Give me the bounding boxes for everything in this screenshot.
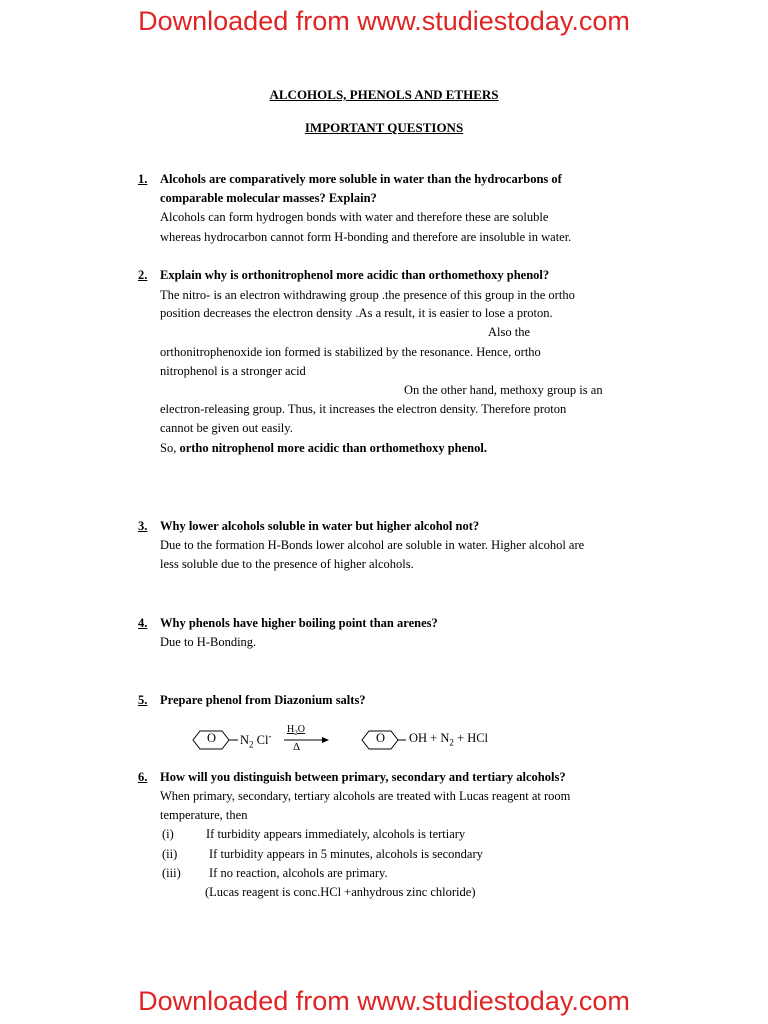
- answer-conclusion: [160, 439, 487, 458]
- question-text: How will you distinguish between primary, secondary and tertiary alcohols?: [160, 770, 566, 784]
- question-text: Why lower alcohols soluble in water but higher alcohol not?: [160, 519, 480, 533]
- reaction-scheme: [190, 726, 520, 756]
- question-text: Prepare phenol from Diazonium salts?: [160, 693, 366, 707]
- page-subtitle: IMPORTANT QUESTIONS: [304, 120, 464, 135]
- heat-symbol: Δ: [293, 741, 301, 753]
- conclusion-bold: ortho nitrophenol more acidic than orthomethoxy phenol.: [179, 441, 487, 455]
- answer-text: When primary, secondary, tertiary alcohols are treated with Lucas reagent at room: [160, 789, 571, 803]
- reagent-label: $H_2O$: [287, 724, 305, 737]
- reactant-formula: $N_2$ Cl-: [240, 731, 272, 750]
- answer-text: whereas hydrocarbon cannot form H-bonding and therefore are insoluble in water.: [160, 230, 572, 244]
- question-number: 2.: [138, 268, 148, 282]
- answer-text: Alcohols can form hydrogen bonds with water and therefore these are soluble: [160, 210, 549, 224]
- answer-text: cannot be given out easily.: [160, 421, 293, 435]
- answer-text: Due to H-Bonding.: [160, 635, 257, 649]
- watermark-banner-top: Downloaded from www.studiestoday.com: [138, 6, 630, 36]
- question-number: 4.: [138, 616, 148, 630]
- question-text: Why phenols have higher boiling point than arenes?: [160, 616, 438, 630]
- question-number: 1.: [138, 172, 148, 186]
- answer-text: nitrophenol is a stronger acid: [160, 364, 306, 378]
- list-item-text: If turbidity appears immediately, alcohols is tertiary: [206, 827, 466, 841]
- page-title: ALCOHOLS, PHENOLS AND ETHERS: [269, 87, 499, 102]
- list-note: (Lucas reagent is conc.HCl +anhydrous zinc chloride): [205, 885, 476, 899]
- question-number: 5.: [138, 693, 148, 707]
- answer-text: On the other hand, methoxy group is an: [404, 383, 603, 397]
- list-marker: (i): [162, 827, 174, 841]
- conclusion-prefix: So,: [160, 441, 180, 455]
- answer-text: The nitro- is an electron withdrawing group .the presence of this group in the ortho: [160, 288, 575, 302]
- question-text: Explain why is orthonitrophenol more acidic than orthomethoxy phenol?: [160, 268, 550, 282]
- list-item-text: If no reaction, alcohols are primary.: [209, 866, 388, 880]
- answer-text: orthonitrophenoxide ion formed is stabilized by the resonance. Hence, ortho: [160, 345, 541, 359]
- question-number: 6.: [138, 770, 148, 784]
- list-item-text: If turbidity appears in 5 minutes, alcohols is secondary: [209, 847, 483, 861]
- ring-label: O: [376, 731, 386, 745]
- answer-text: position decreases the electron density .As a result, it is easier to lose a proton.: [160, 306, 553, 320]
- watermark-banner-bottom: Downloaded from www.studiestoday.com: [138, 986, 630, 1016]
- answer-text: Due to the formation H-Bonds lower alcohol are soluble in water. Higher alcohol are: [160, 538, 585, 552]
- question-text: comparable molecular masses? Explain?: [160, 191, 377, 205]
- question-text: Alcohols are comparatively more soluble in water than the hydrocarbons of: [160, 172, 562, 186]
- arrow-head: [322, 737, 329, 743]
- question-number: 3.: [138, 519, 148, 533]
- list-marker: (ii): [162, 847, 178, 861]
- answer-text: Also the: [488, 325, 531, 339]
- product-formula: OH + $N_2$ + HCl: [409, 731, 489, 748]
- answer-text: temperature, then: [160, 808, 248, 822]
- answer-text: electron-releasing group. Thus, it increases the electron density. Therefore proton: [160, 402, 567, 416]
- ring-label: O: [207, 731, 217, 745]
- answer-text: less soluble due to the presence of higher alcohols.: [160, 557, 414, 571]
- list-marker: (iii): [162, 866, 181, 880]
